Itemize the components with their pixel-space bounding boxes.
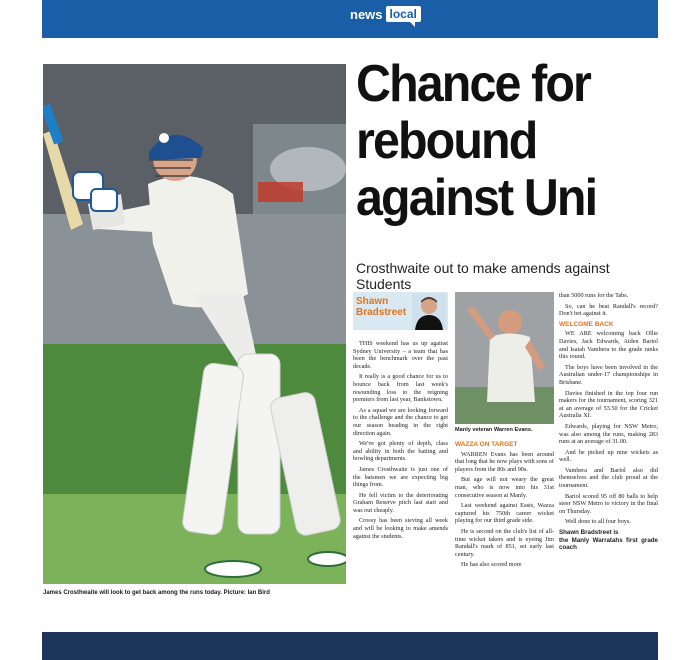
- masthead-bar: [42, 0, 658, 38]
- section-heading: WELCOME BACK: [559, 320, 614, 328]
- signoff-line: Shawn Bradstreet is: [559, 529, 619, 537]
- paragraph: He is second on the club's list of all-time wicket takers and is eyeing Jim Randall's mark of 851, set early last century.: [455, 527, 554, 558]
- news-local-logo: [350, 6, 421, 22]
- author-signoff: [559, 529, 658, 552]
- paragraph: So, can he beat Randall's record? Don't bet against it.: [559, 302, 658, 318]
- paragraph: Edwards, playing for NSW Metro, was also among the runs, making 283 runs at an average of 31.00.: [559, 422, 658, 446]
- cricket-batsman-photo: [43, 64, 346, 584]
- paragraph: As a squad we are looking forward to the challenge and the chance to get our season heading in the right direction again.: [353, 406, 448, 437]
- paragraph: WE ARE welcoming back Ollie Davies, Jack Edwards, Aiden Bariol and Isaiah Vambera to the grade ranks this round.: [559, 330, 658, 361]
- paragraph: than 5000 runs for the Tabs.: [559, 292, 629, 299]
- byline-box: [353, 292, 448, 330]
- paragraph: Last weekend against Easts, Wazza captured his 750th career wicket playing for our third grade side.: [455, 502, 554, 525]
- paragraph: The boys have been involved in the Australian under-17 championships in Brisbane.: [559, 363, 658, 386]
- paragraph: Davies finished in the top four run makers for the tournament, scoring 321 at an average of 53.50 for the Cricket Australia XI.: [559, 389, 658, 420]
- batsman-illustration: [43, 64, 346, 584]
- article-column-2: [455, 439, 554, 572]
- signoff-line: the Manly Warratahs first grade coach: [559, 536, 658, 552]
- paragraph: We've got plenty of depth, class and ability in both the batting and bowling departments.: [353, 440, 448, 463]
- author-avatar: [412, 293, 446, 330]
- paragraph: Crossy has been sieving all week and will be looking to make amends against the students.: [353, 517, 448, 540]
- article-column-1: [353, 340, 448, 543]
- headline: Chance for rebound against Uni: [356, 55, 597, 227]
- inset-caption: Manly veteran Warren Evans.: [455, 427, 533, 433]
- paragraph: Well done to all four boys.: [565, 518, 631, 526]
- warren-evans-photo: [455, 292, 554, 424]
- logo-local: local: [386, 6, 421, 22]
- paragraph: He fell victim to the deteriorating Graham Reserve pitch last start and was out cheaply.: [353, 491, 448, 514]
- paragraph: It really is a good chance for us to bounce back from last week's resounding loss to the reigning premiers from last year, Bankstown.: [353, 373, 448, 404]
- footer-bar: [42, 632, 658, 660]
- paragraph: But age will not weary the great man, who is now into his 31st consecutive season at Manly.: [455, 476, 554, 499]
- paragraph: James Crosthwaite is just one of the batsmen we are expecting big things from.: [353, 465, 448, 489]
- article-column-3: [559, 292, 658, 552]
- section-heading: WAZZA ON TARGET: [455, 441, 518, 448]
- photo-caption: James Crosthwaite will look to get back among the runs today. Picture: Ian Bird: [43, 590, 270, 596]
- paragraph: WARREN Evans has been around that long that he now plays with sons of players from the 80s and 90s.: [455, 450, 554, 473]
- logo-news: news: [350, 6, 383, 22]
- paragraph: THIS weekend has us up against Sydney University – a team that has been the benchmark over the past decade.: [353, 340, 448, 370]
- byline-name: Shawn Bradstreet: [356, 296, 407, 318]
- subheadline: Crosthwaite out to make amends against Students: [356, 260, 610, 292]
- paragraph: Bariol scored 95 off 80 balls to help steer NSW Metro to victory in the final on Thursday.: [559, 492, 658, 515]
- paragraph: Vambera and Bariol also did themselves and the club proud at the tournament.: [559, 466, 658, 490]
- paragraph: And he picked up nine wickets as well.: [559, 448, 658, 464]
- paragraph: He has also scored more: [461, 561, 522, 569]
- bowler-illustration: [455, 292, 554, 424]
